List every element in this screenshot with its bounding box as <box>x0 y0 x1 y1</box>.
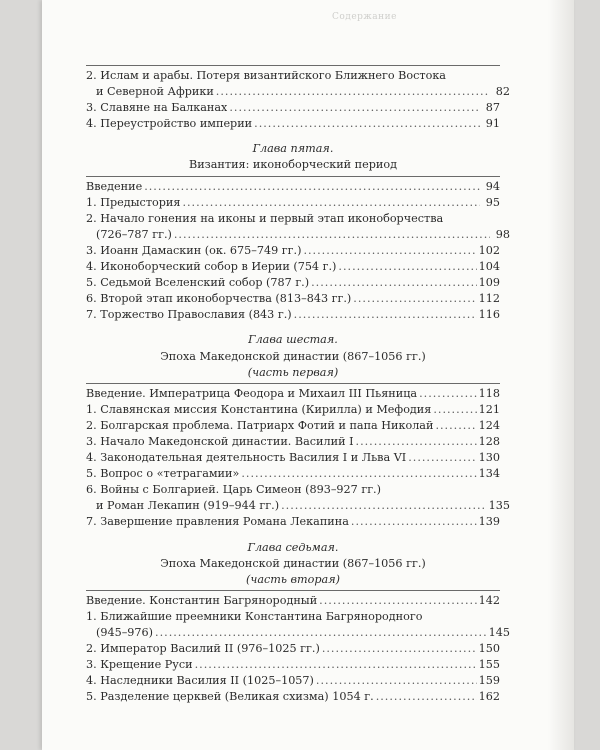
toc-entry-title: 3. Славяне на Балканах <box>86 101 228 115</box>
toc-entry[interactable] <box>86 482 510 514</box>
page-number: 162 <box>478 690 500 704</box>
toc-entry[interactable] <box>86 418 500 434</box>
toc-entry[interactable] <box>86 450 500 466</box>
dot-leader <box>174 227 490 243</box>
section-rule <box>86 590 500 591</box>
dot-leader <box>216 84 490 100</box>
toc-entry-title: 2. Начало гонения на иконы и первый этап иконоборчества <box>86 211 444 225</box>
section-rule <box>86 176 500 177</box>
chapter-heading <box>86 141 500 173</box>
toc-entry-title: 2. Император Василий II (976–1025 гг.) <box>86 642 320 656</box>
spine-shadow <box>548 0 574 750</box>
toc-entry[interactable] <box>86 402 500 418</box>
toc-entry[interactable] <box>86 609 510 641</box>
toc-entry[interactable] <box>86 211 510 243</box>
toc-entry-title: 3. Иоанн Дамаскин (ок. 675–749 гг.) <box>86 243 302 257</box>
page-number: 98 <box>495 227 510 241</box>
toc-entry-title: 3. Начало Македонской династии. Василий I <box>86 434 354 448</box>
dot-leader <box>281 498 487 514</box>
page-number: 155 <box>478 658 500 672</box>
toc-entry-title: 4. Наследники Василия II (1025–1057) <box>86 674 314 688</box>
page-number: 139 <box>478 515 500 529</box>
dot-leader <box>435 418 476 434</box>
page-number: 130 <box>478 451 500 465</box>
toc-entry-title: 6. Войны с Болгарией. Царь Симеон (893–927 гг.) <box>86 483 381 497</box>
toc-entry-title: (945–976) <box>96 626 154 639</box>
table-of-contents <box>86 64 510 705</box>
toc-entry[interactable] <box>86 434 500 450</box>
dot-leader <box>319 593 476 609</box>
dot-leader <box>408 450 476 466</box>
toc-entry-title: 7. Торжество Православия (843 г.) <box>86 308 292 322</box>
toc-entry-title: 5. Седьмой Вселенский собор (787 г.) <box>86 276 310 290</box>
dot-leader <box>433 402 476 418</box>
toc-entry-title: и Северной Африки <box>96 85 214 99</box>
chapter-number: Глава шестая. <box>248 333 338 347</box>
section-rule <box>86 65 500 66</box>
toc-entry-title: 2. Ислам и арабы. Потеря византийского Ближнего Востока <box>86 69 446 82</box>
toc-entry[interactable] <box>86 307 500 323</box>
page-number: 87 <box>485 101 500 115</box>
page-number: 109 <box>478 276 500 290</box>
dot-leader <box>419 386 477 402</box>
dot-leader <box>316 673 477 689</box>
dot-leader <box>322 641 477 657</box>
page-number: 128 <box>478 434 500 448</box>
toc-entry[interactable] <box>86 673 500 689</box>
toc-entry-title: 4. Переустройство империи <box>86 117 253 131</box>
toc-entry-title: и Роман Лекапин (919–944 гг.) <box>96 499 280 513</box>
dot-leader <box>376 689 477 705</box>
page-number: 95 <box>485 195 500 209</box>
toc-entry[interactable] <box>86 593 500 609</box>
toc-entry[interactable] <box>86 291 500 307</box>
chapter-heading <box>86 332 500 380</box>
dot-leader <box>356 434 477 450</box>
chapter-number: Глава пятая. <box>252 142 334 156</box>
toc-entry-title: 6. Второй этап иконоборчества (813–843 гг.) <box>86 292 352 306</box>
page-number: 102 <box>478 243 500 257</box>
dot-leader <box>353 291 476 307</box>
chapter-part: (часть вторая) <box>246 572 340 586</box>
toc-entry[interactable] <box>86 68 510 100</box>
section-gap <box>86 132 500 138</box>
toc-entry[interactable] <box>86 275 500 291</box>
page-number: 94 <box>485 179 500 193</box>
section-gap <box>86 531 500 537</box>
page-number: 124 <box>478 418 500 432</box>
toc-entry[interactable] <box>86 657 500 673</box>
page-number: 104 <box>478 260 500 274</box>
page-number: 121 <box>478 402 500 416</box>
toc-entry-title: (726–787 гг.) <box>96 227 172 241</box>
section-rule <box>86 383 500 384</box>
toc-entry[interactable] <box>86 514 500 530</box>
toc-entry-title: 5. Разделение церквей (Великая схизма) 1054 г. <box>86 690 374 704</box>
chapter-number: Глава седьмая. <box>247 540 339 554</box>
dot-leader <box>311 275 477 291</box>
dot-leader <box>155 625 487 641</box>
toc-entry-title: 1. Предыстория <box>86 195 181 209</box>
dot-leader <box>229 100 480 116</box>
toc-entry[interactable] <box>86 116 500 132</box>
toc-entry[interactable] <box>86 641 500 657</box>
toc-entry-title: Введение. Императрица Феодора и Михаил III Пьяница <box>86 386 418 400</box>
toc-entry-title: 1. Славянская миссия Константина (Кирилла) и Мефодия <box>86 402 432 416</box>
chapter-title: Эпоха Македонской династии (867–1056 гг.) <box>160 349 426 363</box>
toc-entry[interactable] <box>86 243 500 259</box>
dot-leader <box>351 514 477 530</box>
page-number: 116 <box>478 308 500 322</box>
toc-entry-title: Введение <box>86 179 143 193</box>
dot-leader <box>303 243 476 259</box>
toc-entry-title: 7. Завершение правления Романа Лекапина <box>86 515 349 529</box>
dot-leader <box>182 195 480 211</box>
page-number: 135 <box>488 499 510 513</box>
page-number: 159 <box>478 674 500 688</box>
chapter-title: Византия: иконоборческий период <box>188 158 397 172</box>
section-gap <box>86 323 500 329</box>
chapter-heading <box>86 540 500 588</box>
page-number: 118 <box>478 386 500 400</box>
chapter-title: Эпоха Македонской династии (867–1056 гг.) <box>160 556 426 570</box>
dot-leader <box>241 466 476 482</box>
toc-entry-title: 2. Болгарская проблема. Патриарх Фотий и папа Николай <box>86 418 434 432</box>
page-number: 82 <box>495 85 510 99</box>
book-page <box>42 0 574 750</box>
toc-entry[interactable] <box>86 466 500 482</box>
running-head: Содержание <box>332 12 397 22</box>
page-number: 150 <box>478 642 500 656</box>
dot-leader <box>195 657 477 673</box>
dot-leader <box>294 307 477 323</box>
toc-entry-title: 4. Иконоборческий собор в Иерии (754 г.) <box>86 260 337 274</box>
page-number: 145 <box>488 626 510 639</box>
toc-entry-title: Введение. Константин Багрянородный <box>86 593 318 607</box>
page-number: 112 <box>478 292 500 306</box>
page-number: 91 <box>485 117 500 131</box>
dot-leader <box>144 179 480 195</box>
toc-entry[interactable] <box>86 100 500 116</box>
page-number: 134 <box>478 467 500 481</box>
toc-entry-title: 3. Крещение Руси <box>86 658 193 672</box>
dot-leader <box>254 116 480 132</box>
toc-entry[interactable] <box>86 259 500 275</box>
toc-entry[interactable] <box>86 689 500 705</box>
toc-entry[interactable] <box>86 386 500 402</box>
toc-entry[interactable] <box>86 195 500 211</box>
toc-entry-title: 5. Вопрос о «тетрагамии» <box>86 467 240 481</box>
toc-entry-title: 4. Законодательная деятельность Василия I и Льва VI <box>86 451 407 465</box>
dot-leader <box>338 259 476 275</box>
page-number: 142 <box>478 593 500 607</box>
chapter-part: (часть первая) <box>247 365 339 379</box>
toc-entry-title: 1. Ближайшие преемники Константина Багрянородного <box>86 609 423 623</box>
toc-entry[interactable] <box>86 179 500 195</box>
